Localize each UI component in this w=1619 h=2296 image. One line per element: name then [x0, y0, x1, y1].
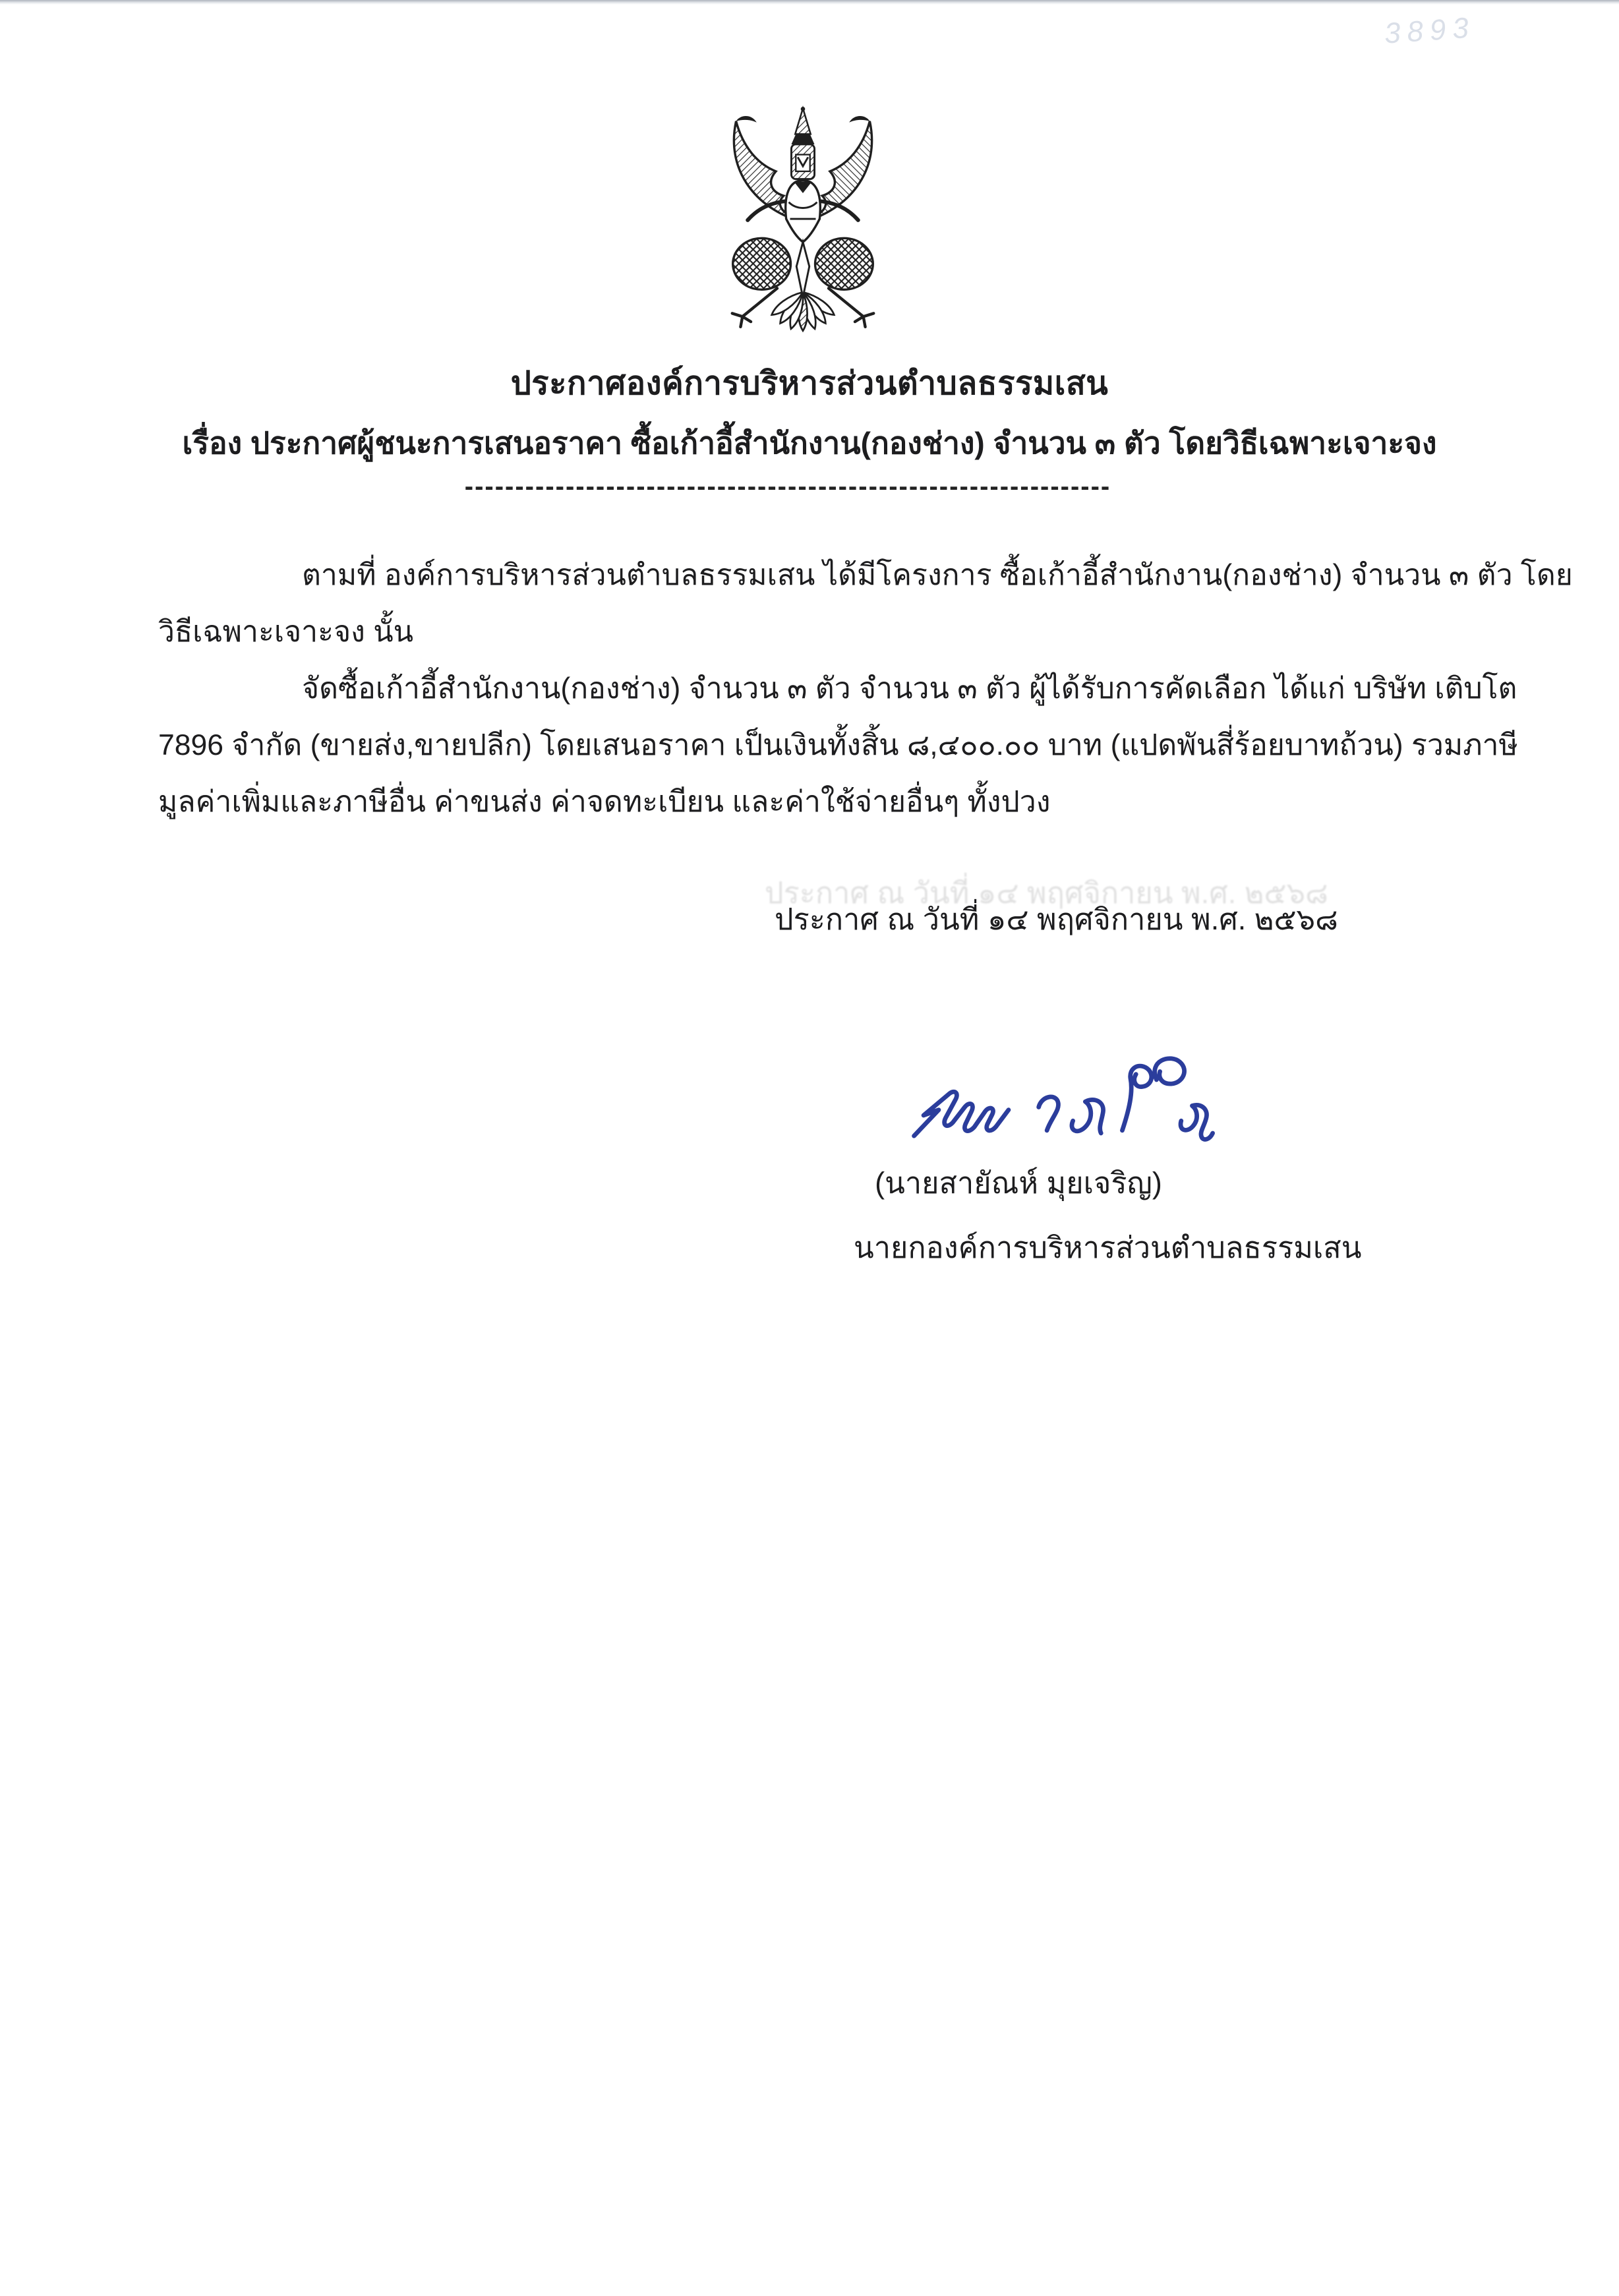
- date-line: ประกาศ ณ วันที่ ๑๔ พฤศจิกายน พ.ศ. ๒๕๖๘: [775, 902, 1338, 936]
- signer-title: นายกองค์การบริหารส่วนตำบลธรรมเสน: [854, 1231, 1362, 1264]
- body-line: 7896 จำกัด (ขายส่ง,ขายปลีก) โดยเสนอราคา เป็นเงินทั้งสิ้น ๘,๔๐๐.๐๐ บาท (แปดพันสี่ร้อยบาทถ้วน) รวมภาษี: [158, 729, 1518, 761]
- body-line: จัดซื้อเก้าอี้สำนักงาน(กองช่าง) จำนวน ๓ ตัว จำนวน ๓ ตัว ผู้ได้รับการคัดเลือก ได้แก่ บริษัท เติบโต: [302, 672, 1517, 705]
- signer-name: (นายสายัณห์ มุยเจริญ): [875, 1166, 1162, 1200]
- body-text: [158, 547, 1573, 831]
- date-line-scan-ghost: ประกาศ ณ วันที่ ๑๔ พฤศจิกายน พ.ศ. ๒๕๖๘: [765, 876, 1328, 910]
- announcement-subject: เรื่อง ประกาศผู้ชนะการเสนอราคา ซื้อเก้าอี้สำนักงาน(กองช่าง) จำนวน ๓ ตัว โดยวิธีเฉพาะเจาะจง: [182, 426, 1437, 460]
- scan-edge-artifact: [0, 0, 1619, 5]
- body-line: ตามที่ องค์การบริหารส่วนตำบลธรรมเสน ได้มีโครงการ ซื้อเก้าอี้สำนักงาน(กองช่าง) จำนวน ๓ ตัว โดย: [302, 559, 1573, 591]
- pencil-corner-mark: 3893: [1383, 11, 1477, 50]
- body-line: วิธีเฉพาะเจาะจง นั้น: [158, 616, 414, 648]
- dashed-divider: ----------------------------------------------------------------: [464, 472, 1111, 501]
- handwritten-signature: [904, 1049, 1220, 1165]
- announcement-title: ประกาศองค์การบริหารส่วนตำบลธรรมเสน: [510, 366, 1109, 401]
- garuda-emblem-icon: [700, 104, 906, 336]
- body-line: มูลค่าเพิ่มและภาษีอื่น ค่าขนส่ง ค่าจดทะเบียน และค่าใช้จ่ายอื่นๆ ทั้งปวง: [158, 786, 1051, 818]
